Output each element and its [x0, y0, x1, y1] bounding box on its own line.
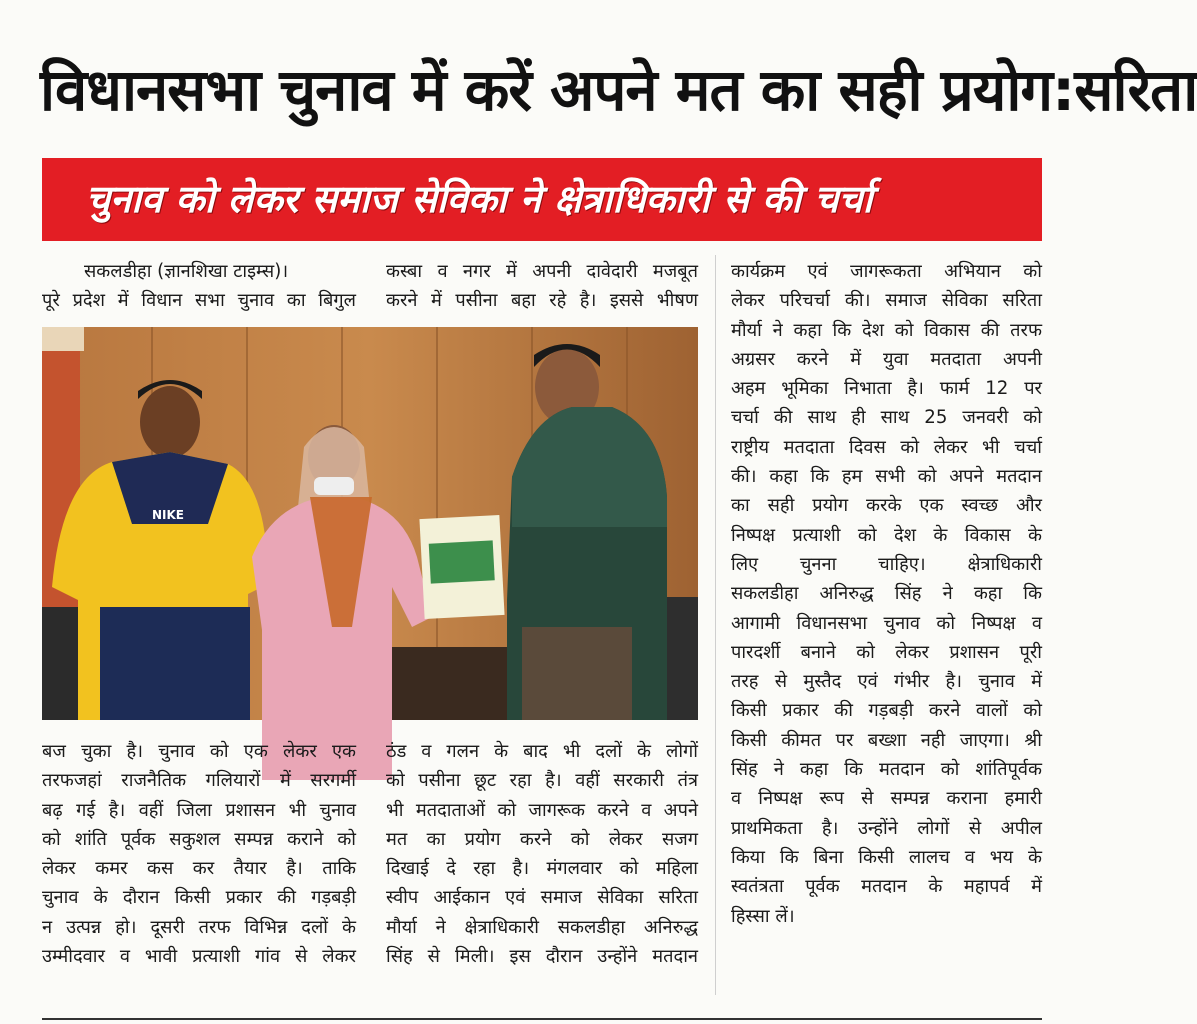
text-line: का सही प्रयोग करके एक स्वच्छ और — [731, 495, 1042, 517]
text-line: प्राथमिकता है। उन्होंने लोगों से अपील — [731, 817, 1042, 839]
text-line: चुनाव के दौरान किसी प्रकार की गड़बड़ी — [42, 887, 356, 909]
text-line: दिखाई दे रहा है। मंगलवार को महिला — [386, 858, 698, 880]
text-line: पारदर्शी बनाने को लेकर प्रशासन पूरी — [731, 641, 1042, 663]
text-line: अग्रसर करने में युवा मतदाता अपनी — [731, 348, 1042, 370]
text-line: स्वतंत्रता पूर्वक मतदान के महापर्व में — [731, 876, 1042, 898]
subheadline-banner — [42, 158, 1042, 241]
text-line: कस्बा व नगर में अपनी दावेदारी मजबूत — [386, 261, 698, 282]
text-line: न उत्पन्न हो। दूसरी तरफ विभिन्न दलों के — [42, 916, 356, 938]
column-1-bottom — [42, 737, 356, 971]
text-line: तरफजहां राजनैतिक गलियारों में सरगर्मी — [42, 770, 356, 792]
text-line: आगामी विधानसभा चुनाव को निष्पक्ष व — [731, 612, 1042, 634]
text-line: कार्यक्रम एवं जागरूकता अभियान को — [731, 261, 1042, 282]
text-line: उम्मीदवार व भावी प्रत्याशी गांव से लेकर — [42, 946, 356, 968]
dateline: सकलडीहा (ज्ञानशिखा टाइम्स)। — [84, 261, 289, 282]
news-photo — [42, 327, 698, 720]
text-line: मौर्या ने क्षेत्राधिकारी सकलडीहा अनिरुद्ध — [386, 916, 698, 938]
column-2-top — [386, 257, 698, 316]
text-line: मौर्या ने कहा कि देश को विकास की तरफ — [731, 319, 1042, 341]
text-line: सकलडीहा अनिरुद्ध सिंह ने कहा कि — [731, 583, 1042, 605]
text-line: सिंह से मिली। इस दौरान उन्होंने मतदान — [386, 946, 698, 968]
text-line: किसी कीमत पर बख्शा नही जाएगा। श्री — [731, 729, 1042, 751]
text-line: भी मतदाताओं को जागरूक करने व अपने — [386, 799, 698, 821]
text-line: निष्पक्ष प्रत्याशी को देश के विकास के — [731, 524, 1042, 546]
text-line: को शांति पूर्वक सकुशल सम्पन्न कराने को — [42, 828, 356, 850]
text-line: पूरे प्रदेश में विधान सभा चुनाव का बिगुल — [42, 290, 356, 312]
text-line: अहम भूमिका निभाता है। फार्म 12 पर — [731, 378, 1042, 400]
text-line: ठंड व गलन के बाद भी दलों के लोगों — [386, 741, 698, 762]
text-line: सिंह ने कहा कि मतदान को शांतिपूर्वक — [731, 759, 1042, 781]
column-2-bottom — [386, 737, 698, 971]
text-line: को पसीना छूट रहा है। वहीं सरकारी तंत्र — [386, 770, 698, 792]
text-line: मत का प्रयोग करने को लेकर सजग — [386, 828, 698, 850]
text-line: करने में पसीना बहा रहे है। इससे भीषण — [386, 290, 698, 312]
text-line: लेकर परिचर्चा की। समाज सेविका सरिता — [731, 290, 1042, 312]
text-line: किसी प्रकार की गड़बड़ी करने वालों को — [731, 700, 1042, 722]
text-line: किया कि बिना किसी लालच व भय के — [731, 846, 1042, 868]
column-divider — [715, 255, 716, 995]
photo-illustration — [42, 327, 698, 720]
column-3 — [731, 257, 1042, 931]
text-line: स्वीप आईकान एवं समाज सेविका सरिता — [386, 887, 698, 909]
headline: विधानसभा चुनाव में करें अपने मत का सही प्रयोग:सरिता — [40, 56, 1197, 124]
text-line: व निष्पक्ष रूप से सम्पन्न कराना हमारी — [731, 788, 1042, 810]
text-line: बज चुका है। चुनाव को एक लेकर एक — [42, 741, 356, 762]
bottom-rule — [42, 1018, 1042, 1020]
text-line: की। कहा कि हम सभी को अपने मतदान — [731, 466, 1042, 488]
subheadline: चुनाव को लेकर समाज सेविका ने क्षेत्राधिकारी से की चर्चा — [86, 177, 873, 221]
text-line: तरह से मुस्तैद एवं गंभीर है। चुनाव में — [731, 671, 1042, 693]
text-line: लेकर कमर कस कर तैयार है। ताकि — [42, 858, 356, 880]
text-line: लिए चुनना चाहिए। क्षेत्राधिकारी — [731, 553, 1042, 575]
column-1-top — [42, 257, 356, 316]
text-line: राष्ट्रीय मतदाता दिवस को लेकर भी चर्चा — [731, 436, 1042, 458]
text-line: हिस्सा लें। — [731, 905, 795, 927]
jacket-brand-label: NIKE — [152, 508, 185, 522]
text-line: बढ़ गई है। वहीं जिला प्रशासन भी चुनाव — [42, 799, 356, 821]
text-line: चर्चा की साथ ही साथ 25 जनवरी को — [731, 407, 1042, 429]
